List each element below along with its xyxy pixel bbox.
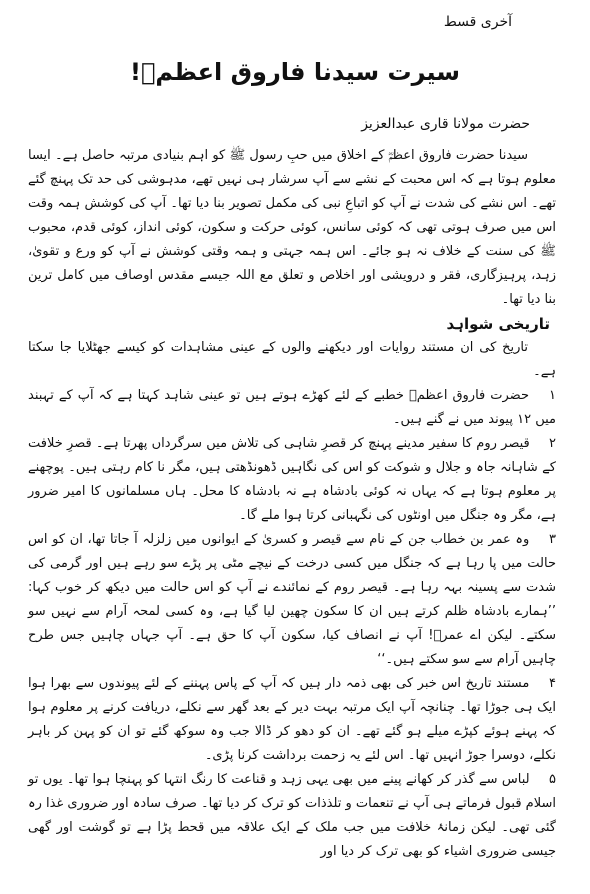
- item-number: ۵: [549, 772, 557, 787]
- item-text: مستند تاریخ اس خبر کی بھی ذمہ دار ہیں کہ آپ کے پاس پہننے کے لئے پیوندوں سے بھرا ہوا ایک ہی جوڑا تھا۔ چنانچہ آپ ایک مرتبہ بہت دیر کے بعد گھر سے نکلے، دریافت کرنے پر معلوم ہوا کہ پہنے ہوئے کپڑے میلے ہو گئے تھے۔ ان کو دھو کر ڈالا جب وہ سوکھ گئے تو ان کو پہن کر باہر نکلے، دوسرا جوڑ انہیں تھا۔ اس لئے یہ زحمت برداشت کرنا پڑی۔: [28, 676, 556, 763]
- section-heading: تاریخی شواہد: [446, 315, 550, 333]
- item-text: قیصر روم کا سفیر مدینے پہنچ کر قصرِ شاہی کی تلاش میں سرگرداں پھرتا ہے۔ قصرِ خلافت کے شاہانہ جاہ و جلال و شوکت کو اس کی نگاہیں ڈھونڈھتی ہیں، مگر نا کام رہتی ہیں۔ پوچھنے پر معلوم ہوتا ہے کہ یہاں نہ کوئی بادشاہ ہے نہ بادشاہ کا محل۔ ہاں مسلمانوں کا امیر ضرور ہے، مگر وہ جنگل میں اونٹوں کی نگہبانی کرتا ہوا ملے گا۔: [28, 436, 556, 523]
- list-item: [28, 432, 556, 528]
- list-item: [28, 528, 556, 672]
- section-lead: تاریخ کی ان مستند روایات اور دیکھنے والوں کے عینی مشاہدات کو کیسے جھٹلایا جا سکتا ہے۔: [28, 340, 556, 379]
- series-label: آخری قسط: [443, 14, 512, 30]
- intro-paragraph: سیدنا حضرت فاروق اعظمؓ کے اخلاق میں حبِ رسول ﷺ کو اہم بنیادی مرتبہ حاصل ہے۔ ایسا معلوم ہوتا ہے کہ اس محبت کے نشے سے آپ سرشار ہی نہیں تھے، مدہوشی کی حد تک پہنچ گئے تھے۔ اس نشے کی شدت نے آپ کو اتباعِ نبی کی مکمل تصویر بنا دیا تھا۔ آپ کی کوشش ہمہ وقت اس میں صرف ہوتی تھی کہ کوئی سانس، کوئی حرکت و سکون، کوئی انداز، کوئی قدم، محبوب ﷺ کی سنت کے خلاف نہ ہو جائے۔ اس ہمہ جہتی و ہمہ وقتی کوشش نے آپ کو ورع و تقویٰ، زہد، پرہیزگاری، فقر و درویشی اور اخلاص و تعلق مع اللہ جیسے مقدس اوصاف میں کامل ترین بنا دیا تھا۔: [28, 148, 556, 307]
- item-text: حضرت فاروق اعظمؓ خطبے کے لئے کھڑے ہوتے ہیں تو عینی شاہد کہتا ہے کہ آپ کے تہبند میں ۱۲ پیوند میں نے گنے ہیں۔: [28, 388, 556, 427]
- item-number: ۳: [549, 532, 556, 547]
- list-item: [28, 768, 556, 864]
- item-text: وہ عمر بن خطاب جن کے نام سے قیصر و کسریٰ کے ایوانوں میں زلزلہ آ جاتا تھا، ان کو اس حالت میں پا رہا ہے کہ جنگل میں کسی درخت کے نیچے مٹی پر پڑے سو رہے ہیں اور گرمی کی شدت سے پسینہ بہہ رہا ہے۔ قیصر روم کے نمائندے نے آپ کو اس حالت میں دیکھ کر خوب کہا: ’’ہمارے بادشاہ ظلم کرتے ہیں ان کا سکون چھین لیا گیا ہے، وہ کسی لمحہ آرام سے نہیں سو سکتے۔ لیکن اے عمرؓ! آپ نے انصاف کیا، سکون آپ کا حق ہے۔ آپ جہاں چاہیں جس طرح چاہیں آرام سے سو سکتے ہیں۔‘‘: [28, 532, 556, 667]
- item-number: ۴: [549, 676, 556, 691]
- article-title: سیرت سیدنا فاروق اعظمؓ!: [130, 58, 460, 86]
- list-item: [28, 672, 556, 768]
- item-number: ۲: [549, 436, 556, 451]
- article-body: [28, 144, 556, 864]
- list-item: [28, 384, 556, 432]
- item-number: ۱: [549, 388, 557, 403]
- item-text: لباس سے گذر کر کھانے پینے میں بھی یہی زہد و قناعت کا رنگ انتہا کو پہنچا ہوا تھا۔ یوں تو اسلام قبول فرماتے ہی آپ نے تنعمات و تلذذات کو ترک کر دیا تھا۔ صرف سادہ اور ضروری غذا رہ گئی تھی۔ لیکن زمانۂ خلافت میں جب ملک کے ایک علاقہ میں قحط پڑا ہے تو گوشت اور گھی جیسی ضروری اشیاء کو بھی ترک کر دیا اور: [28, 772, 556, 859]
- author-name: حضرت مولانا قاری عبدالعزیز: [361, 116, 530, 132]
